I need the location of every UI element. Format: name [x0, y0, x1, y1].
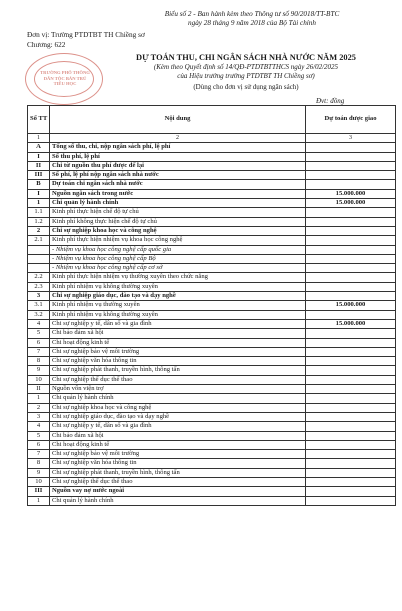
row-value: 15.000.000: [306, 189, 396, 198]
table-row: [28, 422, 396, 431]
row-content: Chi sự nghiệp phát thanh, truyền hình, thông tấn: [50, 468, 306, 477]
row-stt: 3: [28, 412, 50, 421]
table-row: [28, 338, 396, 347]
table-row: [28, 301, 396, 310]
row-value: 15.000.000: [306, 301, 396, 310]
row-value: [306, 217, 396, 226]
document-title: DỰ TOÁN THU, CHI NGÂN SÁCH NHÀ NƯỚC NĂM 2025: [136, 53, 356, 62]
row-value: [306, 338, 396, 347]
row-content: Tổng số thu, chi, nộp ngân sách phí, lệ phí: [50, 143, 306, 152]
row-stt: 10: [28, 375, 50, 384]
table-row: [28, 310, 396, 319]
row-stt: 3.1: [28, 301, 50, 310]
row-content: Chi sự nghiệp thể dục thể thao: [50, 477, 306, 486]
row-value: [306, 375, 396, 384]
table-row: [28, 366, 396, 375]
row-stt: A: [28, 143, 50, 152]
row-content: Chi bảo đảm xã hội: [50, 431, 306, 440]
row-content: Chi sự nghiệp văn hóa thông tin: [50, 357, 306, 366]
row-value: [306, 264, 396, 273]
table-row: [28, 254, 396, 263]
table-row: [28, 226, 396, 235]
row-value: [306, 208, 396, 217]
row-content: Chi sự nghiệp khoa học và công nghệ: [50, 226, 306, 235]
row-content: Chi bảo đảm xã hội: [50, 329, 306, 338]
row-stt: 9: [28, 468, 50, 477]
row-value: [306, 440, 396, 449]
table-row: [28, 431, 396, 440]
row-stt: 4: [28, 422, 50, 431]
table-header-row: [28, 106, 396, 134]
row-value: [306, 329, 396, 338]
row-stt: 6: [28, 338, 50, 347]
row-stt: 7: [28, 450, 50, 459]
row-value: [306, 422, 396, 431]
row-value: [306, 180, 396, 189]
row-stt: 10: [28, 477, 50, 486]
row-stt: II: [28, 161, 50, 170]
table-row: [28, 161, 396, 170]
row-stt: 1: [28, 199, 50, 208]
table-row: [28, 468, 396, 477]
row-content: Chi sự nghiệp thể dục thể thao: [50, 375, 306, 384]
row-stt: 1.2: [28, 217, 50, 226]
form-reference: [112, 10, 392, 28]
row-stt: I: [28, 152, 50, 161]
row-content: Nguồn vốn viện trợ: [50, 385, 306, 394]
chapter-code: Chương: 622: [27, 40, 66, 49]
row-value: [306, 487, 396, 496]
header-stt: Số TT: [28, 106, 50, 134]
table-row: [28, 477, 396, 486]
row-stt: III: [28, 487, 50, 496]
document-subtitle: [96, 63, 396, 80]
row-value: [306, 366, 396, 375]
numbering-cell: 1: [28, 134, 50, 143]
row-content: Chi hoạt động kinh tế: [50, 338, 306, 347]
row-content: Chi quản lý hành chính: [50, 199, 306, 208]
table-row: [28, 357, 396, 366]
row-value: [306, 394, 396, 403]
row-stt: 2.2: [28, 273, 50, 282]
row-value: [306, 468, 396, 477]
row-value: [306, 477, 396, 486]
table-row: [28, 245, 396, 254]
red-stamp-seal: [25, 53, 103, 105]
table-row: [28, 292, 396, 301]
row-content: Dự toán chi ngân sách nhà nước: [50, 180, 306, 189]
row-value: [306, 292, 396, 301]
row-value: [306, 282, 396, 291]
row-value: 15.000.000: [306, 319, 396, 328]
row-stt: [28, 245, 50, 254]
table-row: [28, 496, 396, 505]
row-content: Chi sự nghiệp y tế, dân số và gia đình: [50, 422, 306, 431]
table-row: [28, 171, 396, 180]
row-value: [306, 171, 396, 180]
row-content: Chi sự nghiệp y tế, dân số và gia đình: [50, 319, 306, 328]
row-content: - Nhiệm vụ khoa học công nghệ cấp quốc gia: [50, 245, 306, 254]
table-row: [28, 403, 396, 412]
row-content: Chi sự nghiệp văn hóa thông tin: [50, 459, 306, 468]
row-value: [306, 143, 396, 152]
row-stt: 2.3: [28, 282, 50, 291]
row-value: [306, 357, 396, 366]
row-content: Chi sự nghiệp bảo vệ môi trường: [50, 450, 306, 459]
row-stt: 6: [28, 440, 50, 449]
stamp-text: TRƯỜNG PHỔ THÔNG DÂN TỘC BÁN TRÚ TIỂU HỌC: [40, 70, 90, 87]
table-row: [28, 273, 396, 282]
row-value: [306, 254, 396, 263]
row-value: [306, 385, 396, 394]
row-value: [306, 161, 396, 170]
unit-info: [27, 30, 145, 50]
table-row: [28, 236, 396, 245]
row-stt: 3.2: [28, 310, 50, 319]
row-stt: 4: [28, 319, 50, 328]
row-stt: I: [28, 189, 50, 198]
header-value: Dự toán được giao: [306, 106, 396, 134]
row-value: [306, 459, 396, 468]
table-row: [28, 189, 396, 198]
subtitle-line1: (Kèm theo Quyết định số 14/QĐ-PTDTBTTHCS ngày 26/02/2025: [153, 63, 339, 71]
table-row: [28, 375, 396, 384]
row-value: [306, 236, 396, 245]
table-row: [28, 319, 396, 328]
row-stt: [28, 254, 50, 263]
row-content: Chi sự nghiệp phát thanh, truyền hình, thông tấn: [50, 366, 306, 375]
table-row: [28, 347, 396, 356]
row-stt: 1: [28, 496, 50, 505]
row-content: Chi quản lý hành chính: [50, 496, 306, 505]
table-body: [28, 143, 396, 506]
table-row: [28, 394, 396, 403]
numbering-cell: 2: [50, 134, 306, 143]
budget-table: [27, 105, 396, 506]
table-row: [28, 143, 396, 152]
row-content: Chi sự nghiệp giáo dục, đào tạo và dạy nghề: [50, 292, 306, 301]
table-row: [28, 217, 396, 226]
table-row: [28, 412, 396, 421]
row-value: [306, 273, 396, 282]
table-row: [28, 385, 396, 394]
row-stt: 2: [28, 403, 50, 412]
row-content: Chi hoạt động kinh tế: [50, 440, 306, 449]
row-stt: 3: [28, 292, 50, 301]
table-row: [28, 440, 396, 449]
row-content: Kinh phí nhiệm vụ không thường xuyên: [50, 310, 306, 319]
row-value: 15.000.000: [306, 199, 396, 208]
row-stt: 2: [28, 226, 50, 235]
row-value: [306, 347, 396, 356]
row-stt: 1: [28, 394, 50, 403]
header-content: Nội dung: [50, 106, 306, 134]
row-content: Số thu phí, lệ phí: [50, 152, 306, 161]
form-reference-line1: Biểu số 2 - Ban hành kèm theo Thông tư số 90/2018/TT-BTC: [164, 10, 340, 18]
table-row: [28, 264, 396, 273]
row-content: Kinh phí không thực hiện chế độ tự chủ: [50, 217, 306, 226]
row-content: Chi sự nghiệp giáo dục, đào tạo và dạy nghề: [50, 412, 306, 421]
row-content: Kinh phí thực hiện nhiệm vụ khoa học công nghệ: [50, 236, 306, 245]
row-content: - Nhiệm vụ khoa học công nghệ cấp Bộ: [50, 254, 306, 263]
table-row: [28, 152, 396, 161]
row-value: [306, 412, 396, 421]
row-stt: 5: [28, 431, 50, 440]
row-stt: 5: [28, 329, 50, 338]
table-row: [28, 450, 396, 459]
row-value: [306, 152, 396, 161]
unit-name: Đơn vị: Trường PTDTBT TH Chiềng sơ: [27, 30, 145, 39]
currency-unit-label: Đvt: đồng: [316, 97, 345, 105]
table-row: [28, 180, 396, 189]
numbering-cell: 3: [306, 134, 396, 143]
row-stt: 8: [28, 357, 50, 366]
row-content: Chi sự nghiệp khoa học và công nghệ: [50, 403, 306, 412]
row-value: [306, 226, 396, 235]
table-row: [28, 282, 396, 291]
row-value: [306, 245, 396, 254]
row-stt: [28, 264, 50, 273]
row-value: [306, 310, 396, 319]
table-row: [28, 199, 396, 208]
row-value: [306, 450, 396, 459]
row-stt: 8: [28, 459, 50, 468]
row-content: Nguồn vay nợ nước ngoài: [50, 487, 306, 496]
row-content: Kinh phí thực hiện chế độ tự chủ: [50, 208, 306, 217]
table-row: [28, 487, 396, 496]
usage-note: (Dùng cho đơn vị sử dụng ngân sách): [193, 83, 299, 91]
table-row: [28, 208, 396, 217]
row-content: - Nhiệm vụ khoa học công nghệ cấp cơ sở: [50, 264, 306, 273]
row-stt: II: [28, 385, 50, 394]
row-stt: 1.1: [28, 208, 50, 217]
table-row: [28, 329, 396, 338]
row-stt: 7: [28, 347, 50, 356]
row-content: Kinh phí thực hiện nhiệm vụ thường xuyên theo chức năng: [50, 273, 306, 282]
row-content: Chi sự nghiệp bảo vệ môi trường: [50, 347, 306, 356]
row-stt: III: [28, 171, 50, 180]
form-reference-line2: ngày 28 tháng 9 năm 2018 của Bộ Tài chính: [188, 19, 316, 27]
row-content: Kinh phí nhiệm vụ thường xuyên: [50, 301, 306, 310]
row-content: Chi từ nguồn thu phí được để lại: [50, 161, 306, 170]
table-row: [28, 459, 396, 468]
row-value: [306, 431, 396, 440]
subtitle-line2: của Hiệu trưởng trường PTDTBT TH Chiềng sơ): [177, 71, 315, 80]
row-content: Nguồn ngân sách trong nước: [50, 189, 306, 198]
row-content: Kinh phí nhiệm vụ không thường xuyên: [50, 282, 306, 291]
row-stt: 2.1: [28, 236, 50, 245]
row-stt: B: [28, 180, 50, 189]
row-content: Số phí, lệ phí nộp ngân sách nhà nước: [50, 171, 306, 180]
row-stt: 9: [28, 366, 50, 375]
row-value: [306, 496, 396, 505]
row-value: [306, 403, 396, 412]
table-numbering-row: [28, 134, 396, 143]
row-content: Chi quản lý hành chính: [50, 394, 306, 403]
